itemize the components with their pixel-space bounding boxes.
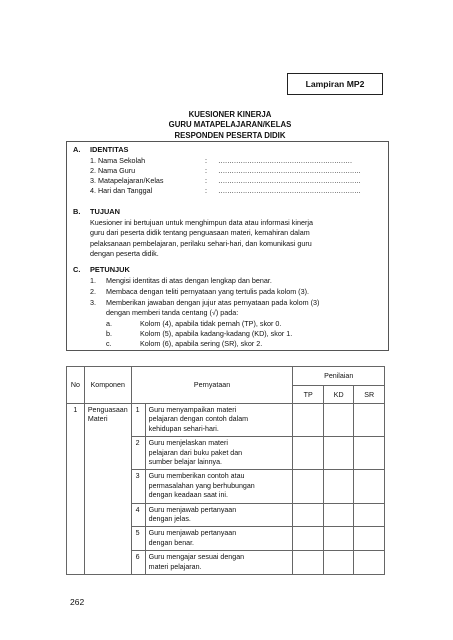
statement-line: permasalahan yang berhubungan [148, 481, 255, 490]
score-cell-kd[interactable] [323, 404, 354, 437]
score-cell-tp[interactable] [293, 551, 324, 575]
score-cell-tp[interactable] [293, 527, 324, 551]
field-blank: ………………………………………………………. [218, 176, 360, 185]
statement-cell [131, 470, 293, 503]
field-label: 4. Hari dan Tanggal [90, 186, 153, 195]
statement-text [146, 437, 245, 469]
score-cell-kd[interactable] [323, 437, 354, 470]
statement-text [146, 404, 251, 436]
document-title [80, 110, 380, 141]
list-item-continuation: dengan memberi tanda centang (√) pada: [106, 308, 239, 317]
score-cell-sr[interactable] [354, 551, 385, 575]
field-blank: …………………………………………………… [218, 156, 352, 165]
questionnaire-table [66, 366, 385, 575]
list-number: 2. [90, 287, 96, 296]
statement-line: Guru menjawab pertanyaan [148, 505, 237, 514]
score-cell-sr[interactable] [354, 470, 385, 503]
header-kd: KD [323, 386, 354, 404]
section-c-heading: PETUNJUK [90, 265, 130, 274]
sub-letter: b. [106, 329, 112, 338]
section-c-letter: C. [73, 265, 81, 274]
lampiran-label: Lampiran MP2 [287, 73, 383, 95]
section-a-heading: IDENTITAS [90, 145, 129, 154]
statement-cell [131, 551, 293, 575]
score-cell-tp[interactable] [293, 503, 324, 527]
paragraph-line: Kuesioner ini bertujuan untuk menghimpun data atau informasi kinerja [90, 218, 313, 227]
statement-line: dengan jelas. [148, 515, 191, 524]
score-cell-tp[interactable] [293, 404, 324, 437]
statement-line: pelajaran dari buku paket dan [148, 448, 243, 457]
statement-line: dengan keadaan saat ini. [148, 491, 228, 500]
score-cell-tp[interactable] [293, 470, 324, 503]
score-cell-sr[interactable] [354, 404, 385, 437]
statement-cell [131, 404, 293, 437]
score-cell-sr[interactable] [354, 437, 385, 470]
score-cell-tp[interactable] [293, 437, 324, 470]
statement-line: Guru menjelaskan materi [148, 439, 228, 448]
sub-letter: a. [106, 319, 112, 328]
field-label: 1. Nama Sekolah [90, 156, 146, 165]
header-komponen: Komponen [84, 367, 131, 404]
header-sr: SR [354, 386, 385, 404]
statement-line: Guru menjawab pertanyaan [148, 529, 237, 538]
section-b-letter: B. [73, 207, 81, 216]
list-item: Memberikan jawaban dengan jujur atas pernyataan pada kolom (3) [106, 298, 320, 307]
statement-cell [131, 437, 293, 470]
score-cell-sr[interactable] [354, 527, 385, 551]
sub-item: Kolom (6), apabila sering (SR), skor 2. [140, 339, 263, 348]
statement-line: Guru memberikan contoh atau [148, 472, 245, 481]
paragraph-line: guru dari peserta didik tentang penguasaan materi, kemahiran dalam [90, 228, 310, 238]
statement-number: 1 [132, 404, 146, 436]
title-line: GURU MATAPELAJARAN/KELAS [168, 120, 292, 130]
page-number: 262 [70, 597, 85, 607]
list-number: 1. [90, 276, 96, 285]
score-cell-kd[interactable] [323, 470, 354, 503]
statement-text [146, 470, 258, 502]
statement-text [146, 504, 240, 527]
field-colon: : [205, 156, 207, 165]
statement-line: pelajaran dengan contoh dalam [148, 415, 249, 424]
statement-number: 4 [132, 504, 146, 527]
header-penilaian: Penilaian [293, 367, 385, 386]
list-number: 3. [90, 298, 96, 307]
list-item: Mengisi identitas di atas dengan lengkap dan benar. [106, 276, 272, 285]
table-row [67, 404, 385, 437]
statement-line: materi pelajaran. [148, 562, 202, 571]
field-label: 2. Nama Guru [90, 166, 136, 175]
field-colon: : [205, 166, 207, 175]
title-line: RESPONDEN PESERTA DIDIK [174, 130, 286, 140]
field-colon: : [205, 186, 207, 195]
statement-line: sumber belajar lainnya. [148, 458, 222, 467]
field-colon: : [205, 176, 207, 185]
row-number: 1 [67, 404, 85, 575]
paragraph-line: dengan peserta didik. [90, 248, 159, 258]
statement-text [146, 527, 240, 550]
header-pernyataan: Pernyataan [131, 367, 293, 404]
tujuan-paragraph [90, 218, 380, 259]
statement-number: 6 [132, 551, 146, 574]
list-item: Membaca dengan teliti pernyataan yang tertulis pada kolom (3). [106, 287, 309, 296]
score-cell-kd[interactable] [323, 551, 354, 575]
statement-number: 3 [132, 470, 146, 502]
statement-number: 5 [132, 527, 146, 550]
statement-line: Guru menyampaikan materi [148, 406, 237, 414]
paragraph-line: pelaksanaan pembelajaran, perilaku sehari-hari, dan komunikasi guru [90, 238, 312, 248]
header-no: No [67, 367, 85, 404]
title-line: KUESIONER KINERJA [188, 110, 272, 119]
statement-number: 2 [132, 437, 146, 469]
section-b-heading: TUJUAN [90, 207, 120, 216]
sub-item: Kolom (4), apabila tidak pernah (TP), skor 0. [140, 319, 282, 328]
statement-line: kehidupan sehari-hari. [148, 424, 219, 433]
field-label: 3. Matapelajaran/Kelas [90, 176, 164, 185]
sub-item: Kolom (5), apabila kadang-kadang (KD), skor 1. [140, 329, 293, 338]
field-blank: ………………………………………………………. [218, 166, 360, 175]
statement-line: Guru mengajar sesuai dengan [148, 553, 245, 562]
score-cell-kd[interactable] [323, 503, 354, 527]
score-cell-sr[interactable] [354, 503, 385, 527]
row-komponen: Penguasaan Materi [84, 404, 131, 575]
statement-line: dengan benar. [148, 538, 195, 547]
statement-cell [131, 503, 293, 527]
score-cell-kd[interactable] [323, 527, 354, 551]
field-blank: ………………………………………………………. [218, 186, 360, 195]
statement-cell [131, 527, 293, 551]
header-tp: TP [293, 386, 324, 404]
sub-letter: c. [106, 339, 112, 348]
section-a-letter: A. [73, 145, 81, 154]
statement-text [146, 551, 247, 574]
